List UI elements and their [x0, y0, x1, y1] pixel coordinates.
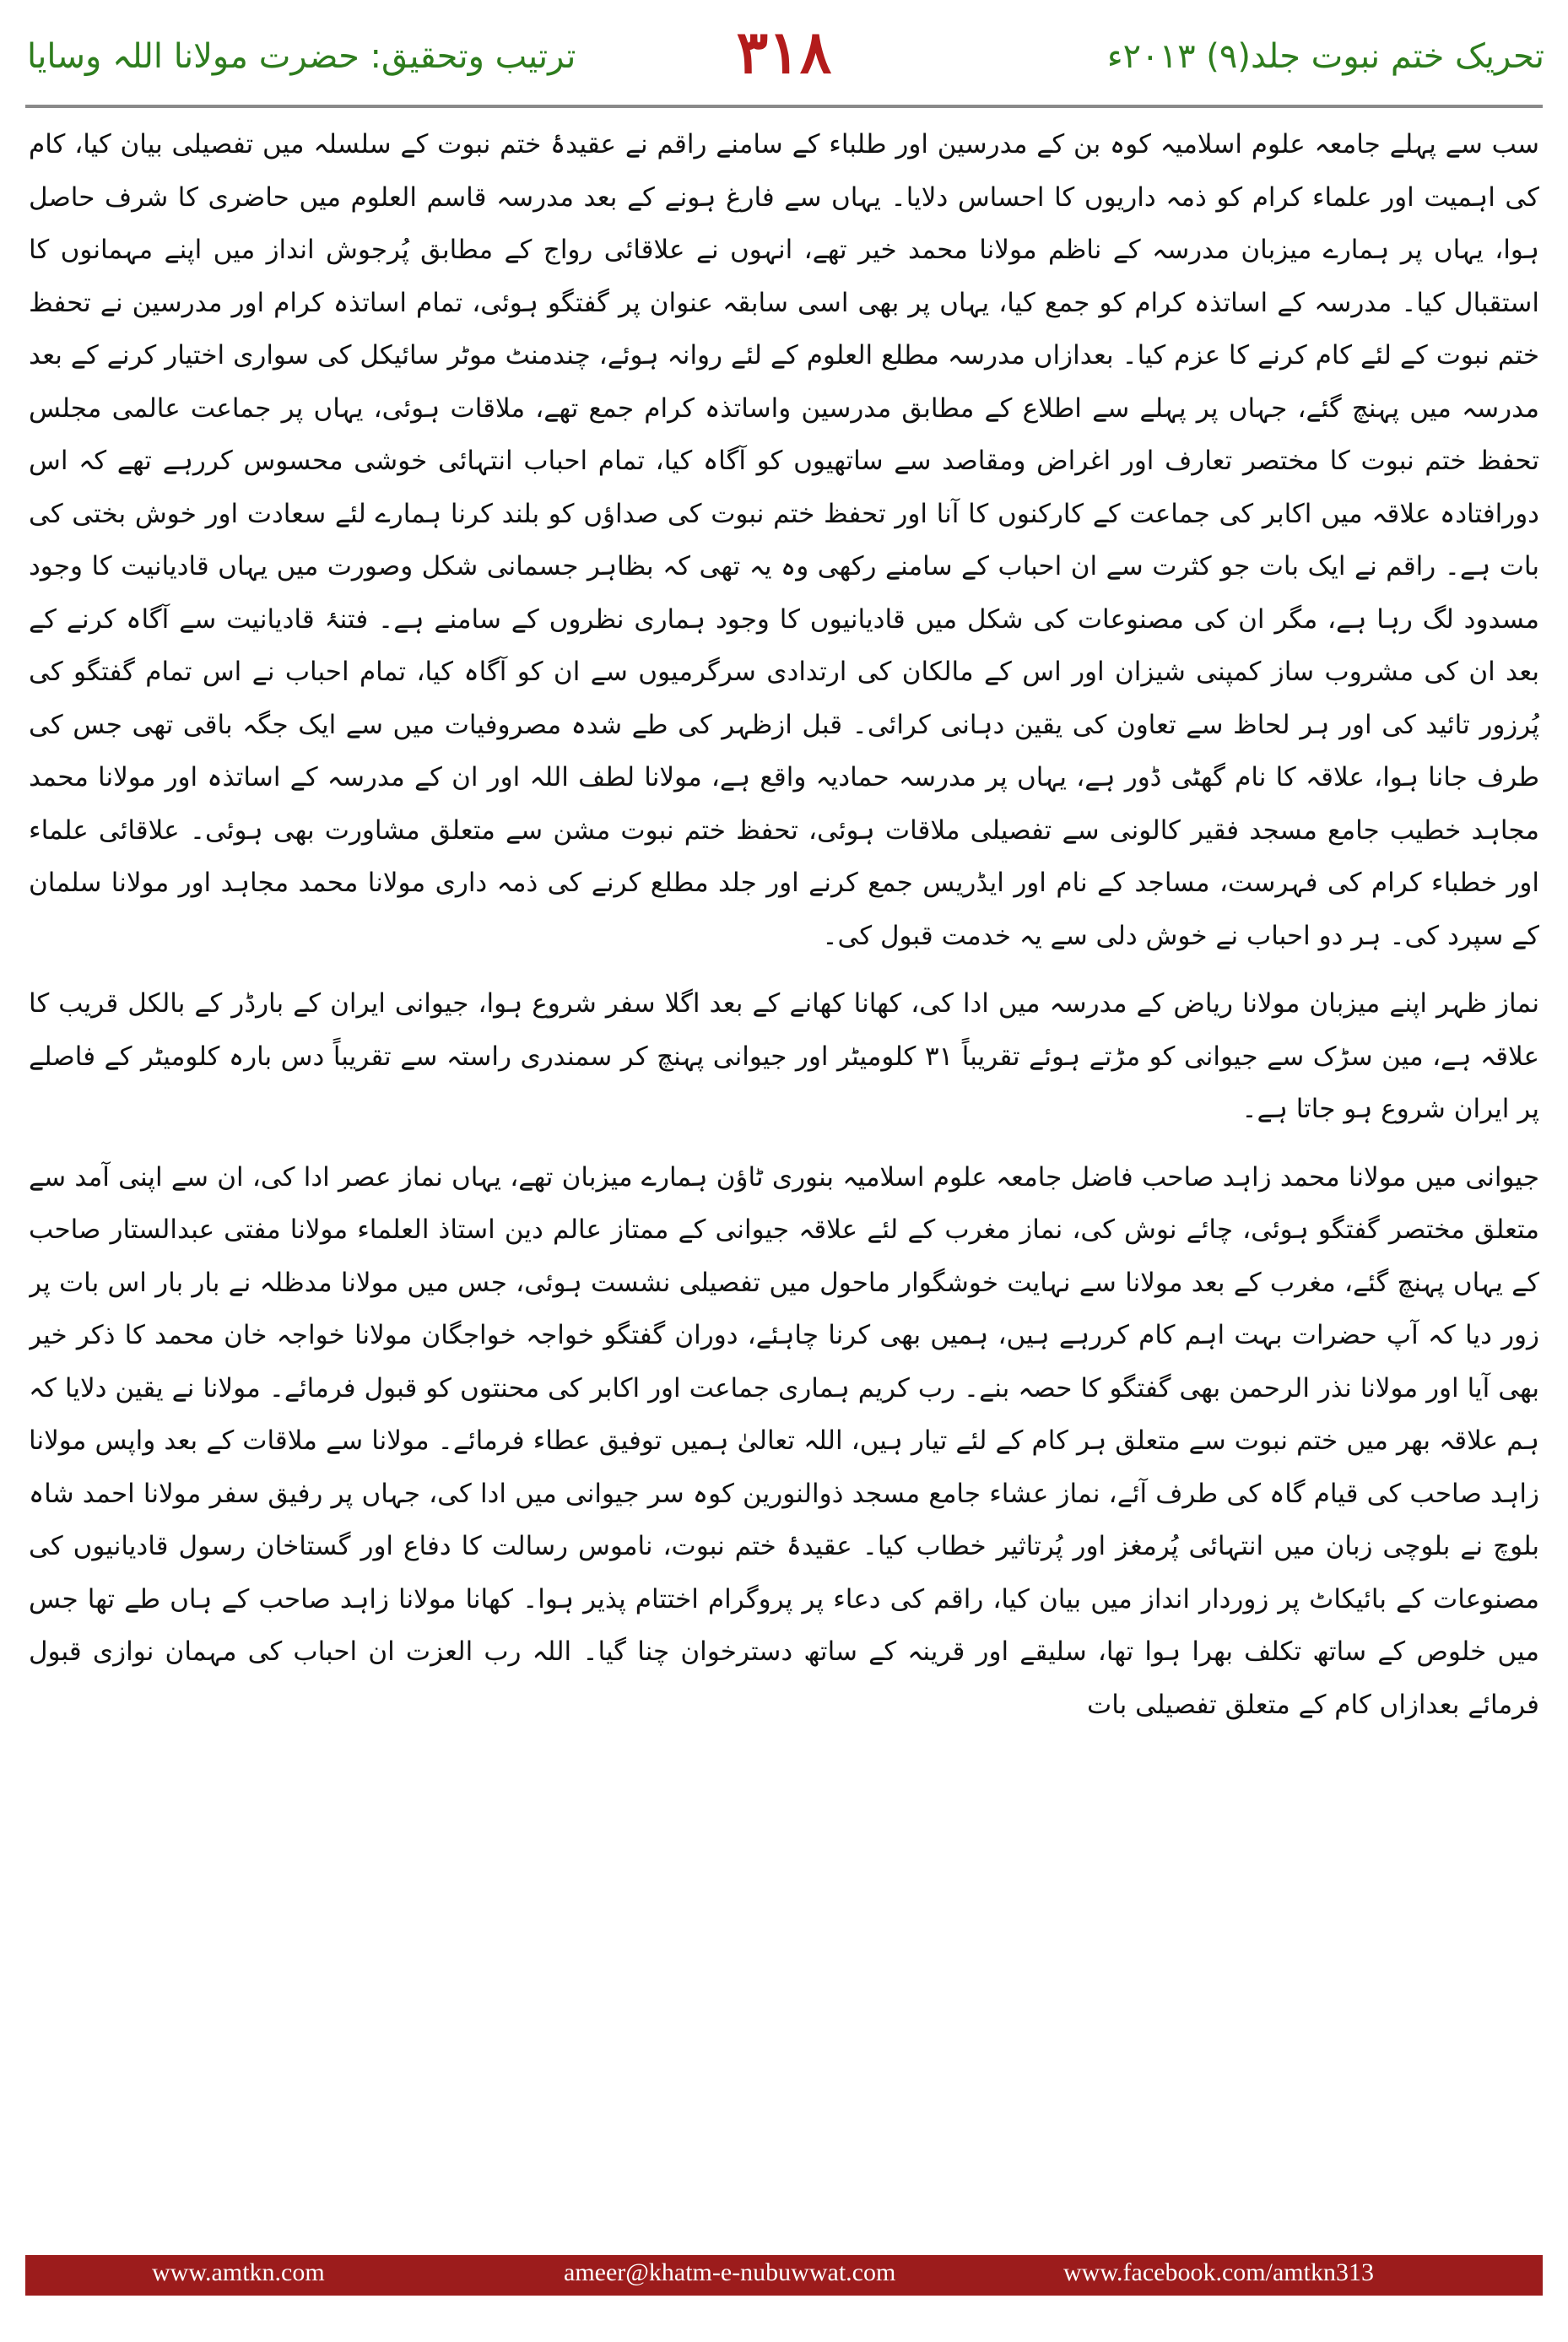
- compiler-credit: ترتیب وتحقیق: حضرت مولانا اللہ وسایا: [27, 37, 576, 76]
- paragraph-3: جیوانی میں مولانا محمد زاہد صاحب فاضل جامعہ علوم اسلامیہ بنوری ٹاؤن ہمارے میزبان تھے، یہاں نماز عصر ادا کی، ان سے اپنی آمد سے متعلق مختصر گفتگو ہوئی، چائے نوش کی، نماز مغرب کے لئے علاقہ جیوانی کے ممتاز عالم دین استاذ العلماء مولانا مفتی عبدالستار صاحب کے یہاں پہنچ گئے، مغرب کے بعد مولانا سے نہایت خوشگوار ماحول میں تفصیلی نشست ہوئی، جس میں مولانا مدظلہ نے بار بار اس بات پر زور دیا کہ آپ حضرات بہت اہم کام کررہے ہیں، ہمیں بھی کرنا چاہئے، دوران گفتگو خواجہ خواجگان مولانا خواجہ خان محمد کا ذکر خیر بھی آیا اور مولانا نذر الرحمن بھی گفتگو کا حصہ بنے۔ رب کریم ہماری جماعت اور اکابر کی محنتوں کو قبول فرمائے۔ مولانا نے یقین دلایا کہ ہم علاقہ بھر میں ختم نبوت سے متعلق ہر کام کے لئے تیار ہیں، اللہ تعالیٰ ہمیں توفیق عطاء فرمائے۔ مولانا سے ملاقات کے بعد واپس مولانا زاہد صاحب کی قیام گاہ کی طرف آئے، نماز عشاء جامع مسجد ذوالنورین کوہ سر جیوانی میں ادا کی، جہاں پر رفیق سفر مولانا احمد شاہ بلوچ نے بلوچی زبان میں انتہائی پُرمغز اور پُرتاثیر خطاب کیا۔ عقیدۂ ختم نبوت، ناموس رسالت کا دفاع اور گستاخان رسول قادیانیوں کی مصنوعات کے بائیکاٹ پر زوردار انداز میں بیان کیا، راقم کی دعاء پر پروگرام اختتام پذیر ہوا۔ کھانا مولانا زاہد صاحب کے ہاں طے تھا جس میں خلوص کے ساتھ تکلف بھرا ہوا تھا، سلیقے اور قرینہ کے ساتھ دسترخوان چنا گیا۔ اللہ رب العزت ان احباب کی مہمان نوازی قبول فرمائے بعدازاں کام کے متعلق تفصیلی بات: [29, 1161, 1539, 1720]
- paragraph-2: نماز ظہر اپنے میزبان مولانا ریاض کے مدرسہ میں ادا کی، کھانا کھانے کے بعد اگلا سفر شروع ہوا، جیوانی ایران کے بارڈر کے بالکل قریب کا علاقہ ہے، مین سڑک سے جیوانی کو مڑتے ہوئے تقریباً ۳۱ کلومیٹر اور جیوانی پہنچ کر سمندری راستہ سے تقریباً دس بارہ کلومیٹر کے فاصلے پر ایران شروع ہو جاتا ہے۔: [29, 988, 1539, 1124]
- email-link[interactable]: ameer@khatm-e-nubuwwat.com: [564, 2258, 896, 2286]
- paragraph-1: سب سے پہلے جامعہ علوم اسلامیہ کوہ بن کے مدرسین اور طلباء کے سامنے راقم نے عقیدۂ ختم نبوت کے سلسلہ میں تفصیلی بیان کیا، کام کی اہمیت اور علماء کرام کو ذمہ داریوں کا احساس دلایا۔ یہاں سے فارغ ہونے کے بعد مدرسہ قاسم العلوم میں حاضری کا شرف حاصل ہوا، یہاں پر ہمارے میزبان مدرسہ کے ناظم مولانا محمد خیر تھے، انہوں نے علاقائی رواج کے مطابق پُرجوش انداز میں اپنے مہمانوں کا استقبال کیا۔ مدرسہ کے اساتذہ کرام کو جمع کیا، یہاں پر بھی اسی سابقہ عنوان پر گفتگو ہوئی، تمام اساتذہ کرام اور مدرسین نے تحفظ ختم نبوت کے لئے کام کرنے کا عزم کیا۔ بعدازاں مدرسہ مطلع العلوم کے لئے روانہ ہوئے، چندمنٹ موٹر سائیکل کی سواری اختیار کرنے کے بعد مدرسہ میں پہنچ گئے، جہاں پر پہلے سے اطلاع کے مطابق مدرسین واساتذہ کرام جمع تھے، ملاقات ہوئی، یہاں پر جماعت عالمی مجلس تحفظ ختم نبوت کا مختصر تعارف اور اغراض ومقاصد سے ساتھیوں کو آگاہ کیا، تمام احباب انتہائی خوشی محسوس کررہے تھے کہ اس دورافتادہ علاقہ میں اکابر کی جماعت کے کارکنوں کا آنا اور تحفظ ختم نبوت کی صداؤں کو بلند کرنا ہمارے لئے سعادت اور خوش بختی کی بات ہے۔ راقم نے ایک بات جو کثرت سے ان احباب کے سامنے رکھی وہ یہ تھی کہ بظاہر جسمانی شکل وصورت میں یہاں قادیانیت کا وجود مسدود لگ رہا ہے، مگر ان کی مصنوعات کی شکل میں قادیانیوں کا وجود ہماری نظروں کے سامنے ہے۔ فتنۂ قادیانیت سے آگاہ کرنے کے بعد ان کی مشروب ساز کمپنی شیزان اور اس کے مالکان کی ارتدادی سرگرمیوں سے ان کو آگاہ کیا، تمام احباب نے اس تمام گفتگو کی پُرزور تائید کی اور ہر لحاظ سے تعاون کی یقین دہانی کرائی۔ قبل ازظہر کی طے شدہ مصروفیات میں سے ایک جگہ باقی تھی جس کی طرف جانا ہوا، علاقہ کا نام گھٹی ڈور ہے، یہاں پر مدرسہ حمادیہ واقع ہے، مولانا لطف اللہ اور ان کے مدرسہ کے اساتذہ اور مولانا محمد مجاہد خطیب جامع مسجد فقیر کالونی سے تفصیلی ملاقات ہوئی، تحفظ ختم نبوت مشن سے متعلق مشاورت بھی ہوئی۔ علاقائی علماء اور خطباء کرام کی فہرست، مساجد کے نام اور ایڈریس جمع کرنے اور جلد مطلع کرنے کی ذمہ داری مولانا محمد مجاہد اور مولانا سلمان کے سپرد کی۔ ہر دو احباب نے خوش دلی سے یہ خدمت قبول کی۔: [29, 129, 1539, 951]
- facebook-link[interactable]: www.facebook.com/amtkn313: [1063, 2258, 1374, 2286]
- page-body: [29, 118, 1539, 2211]
- page-number: ۳۱۸: [736, 17, 832, 87]
- page-header: [0, 0, 1568, 93]
- header-divider: [25, 105, 1543, 108]
- page-footer: [25, 2255, 1543, 2296]
- website-link[interactable]: www.amtkn.com: [152, 2258, 325, 2286]
- book-title: تحریک ختم نبوت جلد(۹) ۲۰۱۳ء: [1106, 37, 1544, 76]
